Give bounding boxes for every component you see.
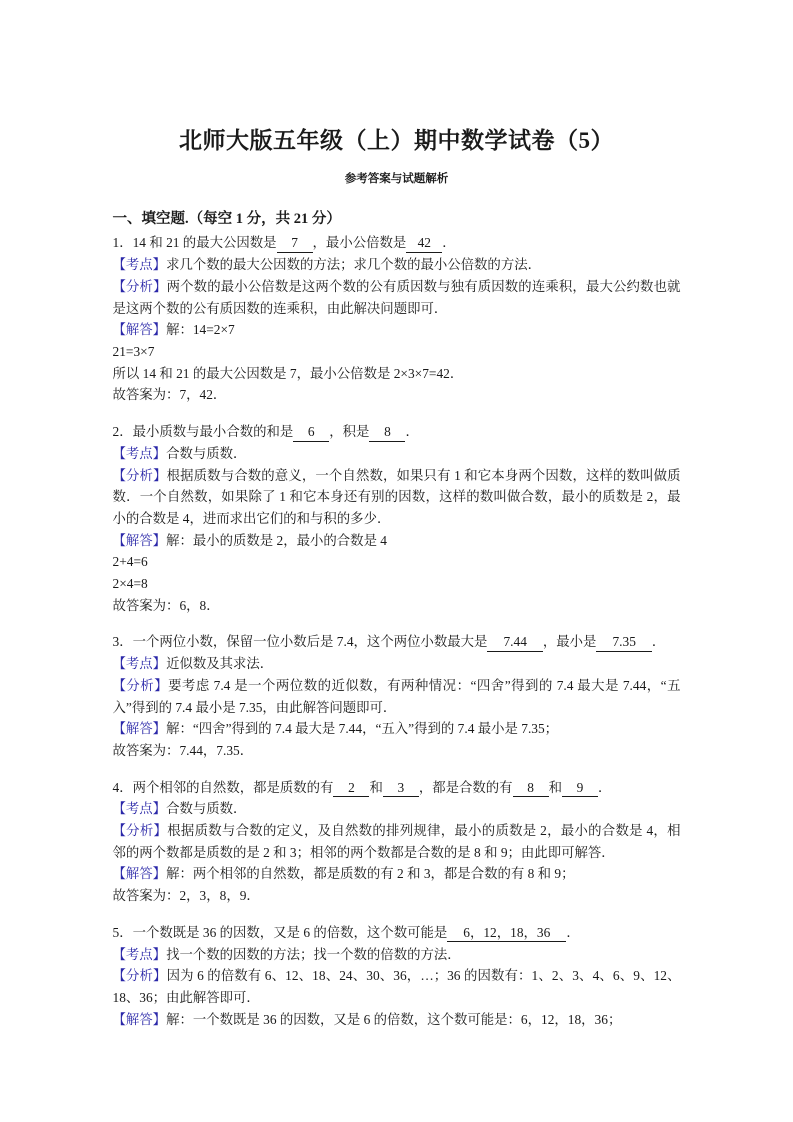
question-text: 和	[369, 779, 383, 795]
kaodian-text: 近似数及其求法．	[166, 656, 274, 672]
kaodian-text: 合数与质数．	[166, 801, 247, 817]
jieda-extra-line: 21=3×7	[112, 344, 155, 359]
answer-blank[interactable]: 7.44	[487, 633, 542, 651]
jieda-line	[113, 863, 681, 885]
kaodian-text: 合数与质数．	[166, 445, 247, 461]
fenxi-label: 【分析】	[112, 968, 167, 984]
answer-blank[interactable]: 42	[406, 234, 442, 252]
answer-blank[interactable]: 6	[293, 423, 329, 441]
question-number: 4．	[112, 779, 133, 795]
jieda-extra-line: 故答案为：7，42．	[112, 387, 227, 403]
kaodian-line	[113, 443, 681, 465]
question-text: ．	[566, 924, 580, 940]
question-text: 一个两位小数，保留一位小数后是 7.4，这个两位小数最大是	[132, 634, 488, 650]
answer-blank[interactable]: 3	[383, 779, 419, 797]
answer-blank[interactable]: 9	[562, 779, 598, 797]
page-title: 北师大版五年级（上）期中数学试卷（5）	[179, 128, 614, 153]
jieda-extra-line: 所以 14 和 21 的最大公因数是 7，最小公倍数是 2×3×7=42．	[112, 365, 464, 381]
jieda-line	[113, 319, 681, 341]
question-block	[113, 421, 681, 616]
fenxi-label: 【分析】	[112, 677, 169, 693]
jieda-text: 解：两个相邻的自然数，都是质数的有 2 和 3，都是合数的有 8 和 9；	[166, 866, 575, 882]
jieda-text: 解：14=2×7	[166, 322, 235, 338]
kaodian-text: 求几个数的最大公因数的方法；求几个数的最小公倍数的方法．	[166, 257, 541, 273]
jieda-extra-line: 故答案为：7.44，7.35．	[112, 742, 254, 758]
jieda-label: 【解答】	[112, 322, 167, 338]
jieda-label: 【解答】	[112, 866, 167, 882]
fenxi-text: 根据质数与合数的定义，及自然数的排列规律，最小的质数是 2，最小的合数是 4，相邻的两个数都是质数的是 2 和 3；相邻的两个数都是合数的是 8 和 9；由此即可解答．	[112, 823, 681, 860]
fenxi-line	[113, 276, 681, 319]
question-stem	[113, 631, 681, 653]
answer-blank[interactable]: 8	[513, 779, 549, 797]
fenxi-text: 根据质数与合数的意义，一个自然数，如果只有 1 和它本身两个因数，这样的数叫做质数．一个自然数，如果除了 1 和它本身还有别的因数，这样的数叫做合数，最小的质数是 2，最小的合数是 4，进而求出它们的和与积的多少．	[112, 467, 681, 526]
question-block	[113, 631, 681, 761]
answer-blank[interactable]: 2	[333, 779, 369, 797]
question-text: 一个数既是 36 的因数，又是 6 的倍数，这个数可能是	[132, 924, 448, 940]
question-text: ．	[405, 424, 419, 440]
jieda-extra-line: 故答案为：2，3，8，9．	[112, 888, 260, 904]
question-block	[113, 922, 681, 1031]
question-text: ，最小是	[542, 634, 597, 650]
kaodian-label: 【考点】	[112, 445, 167, 461]
question-number: 3．	[112, 634, 133, 650]
question-number: 1．	[112, 235, 133, 251]
kaodian-line	[113, 653, 681, 675]
fenxi-line	[113, 965, 681, 1008]
kaodian-line	[113, 798, 681, 820]
question-text: ，最小公倍数是	[312, 235, 407, 251]
fenxi-text: 要考虑 7.4 是一个两位数的近似数，有两种情况：“四舍”得到的 7.4 最大是 7.44，“五入”得到的 7.4 最小是 7.35，由此解答问题即可．	[112, 677, 681, 715]
fenxi-label: 【分析】	[112, 823, 168, 839]
kaodian-label: 【考点】	[112, 946, 167, 962]
question-text: ，都是合数的有	[418, 779, 513, 795]
kaodian-label: 【考点】	[112, 257, 167, 273]
kaodian-line	[113, 254, 681, 276]
question-text: ．	[651, 634, 666, 650]
kaodian-label: 【考点】	[112, 801, 167, 817]
answer-blank[interactable]: 7	[277, 234, 313, 252]
jieda-label: 【解答】	[112, 532, 167, 548]
question-text: 最小质数与最小合数的和是	[132, 424, 294, 440]
jieda-line	[113, 718, 681, 740]
question-number: 2．	[112, 424, 133, 440]
page-subtitle: 参考答案与试题解析	[344, 173, 449, 185]
question-text: ．	[597, 779, 612, 795]
question-block	[113, 777, 681, 907]
jieda-extra-line: 2×4=8	[112, 576, 148, 592]
section-header: 一、填空题.（每空 1 分，共 21 分）	[112, 211, 341, 227]
answer-blank[interactable]: 8	[369, 423, 405, 441]
jieda-label: 【解答】	[112, 721, 167, 737]
fenxi-line	[113, 465, 681, 530]
fenxi-label: 【分析】	[112, 278, 167, 294]
jieda-extra-line: 故答案为：6，8．	[112, 597, 220, 613]
fenxi-label: 【分析】	[112, 467, 167, 483]
jieda-line	[113, 530, 681, 552]
question-number: 5．	[112, 924, 133, 940]
fenxi-line	[113, 675, 681, 718]
answer-blank[interactable]: 6，12，18，36	[447, 924, 566, 942]
kaodian-label: 【考点】	[112, 656, 167, 672]
question-stem	[113, 922, 681, 944]
question-text: ．	[442, 235, 456, 251]
jieda-text: 解：最小的质数是 2，最小的合数是 4	[166, 532, 388, 548]
fenxi-text: 两个数的最小公倍数是这两个数的公有质因数与独有质因数的连乘积，最大公约数也就是这两个数的公有质因数的连乘积，由此解决问题即可．	[112, 278, 681, 316]
question-text: 两个相邻的自然数，都是质数的有	[132, 779, 334, 795]
jieda-extra-line: 2+4=6	[112, 554, 148, 570]
answer-blank[interactable]: 7.35	[596, 633, 651, 651]
fenxi-text: 因为 6 的倍数有 6、12、18、24、30、36，…；36 的因数有：1、2、3、4、6、9、12、18、36；由此解答即可．	[112, 968, 681, 1005]
question-stem	[113, 777, 681, 799]
jieda-line	[113, 1009, 681, 1031]
question-stem	[113, 232, 681, 254]
document-body	[113, 186, 681, 1030]
jieda-text: 解：“四舍”得到的 7.4 最大是 7.44，“五入”得到的 7.4 最小是 7.35；	[166, 721, 559, 737]
jieda-label: 【解答】	[112, 1011, 167, 1027]
jieda-text: 解：一个数既是 36 的因数，又是 6 的倍数，这个数可能是：6，12，18，36；	[166, 1011, 622, 1027]
question-text: 和	[548, 779, 562, 795]
question-text: ，积是	[329, 424, 370, 440]
kaodian-line	[113, 944, 681, 966]
question-block	[113, 232, 681, 406]
fenxi-line	[113, 820, 681, 863]
question-text: 14 和 21 的最大公因数是	[132, 235, 277, 251]
kaodian-text: 找一个数的因数的方法；找一个数的倍数的方法．	[166, 946, 461, 962]
question-stem	[113, 421, 681, 443]
